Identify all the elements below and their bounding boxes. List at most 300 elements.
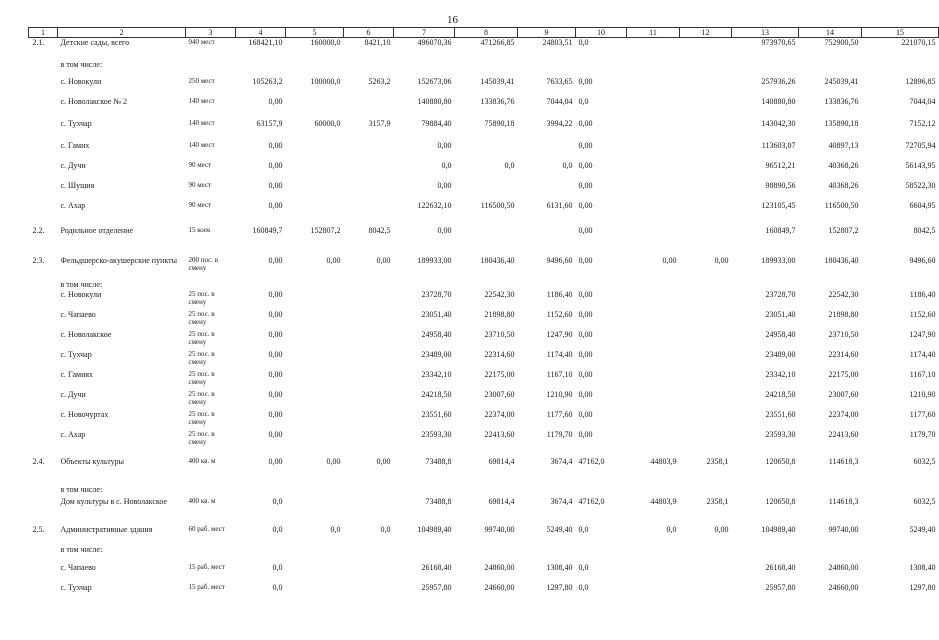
table-cell: 120650,8 (765, 496, 796, 506)
table-cell: 0,00 (437, 180, 452, 190)
table-cell (344, 370, 394, 390)
table-row (29, 38, 939, 60)
table-cell (394, 280, 455, 290)
table-cell: 3674,4 (550, 456, 573, 466)
row-label-cell: с. Тухчар (60, 582, 92, 592)
table-cell (627, 350, 680, 370)
table-cell (576, 60, 627, 77)
table-cell (680, 350, 732, 370)
table-cell: 96512,21 (765, 160, 796, 170)
table-row (29, 370, 939, 390)
table-row (29, 390, 939, 410)
table-cell: 0,00 (326, 456, 341, 466)
table-cell (236, 485, 286, 497)
header-row (29, 28, 939, 38)
table-cell: 26168,40 (421, 562, 452, 572)
table-cell: 123105,45 (761, 200, 796, 210)
table-cell (286, 141, 344, 161)
table-cell: 5263,2 (368, 76, 391, 86)
capacity-cell: 25 пос. в смену (188, 389, 215, 406)
table-cell: 6032,5 (913, 496, 936, 506)
table-cell: 22542,30 (484, 289, 515, 299)
table-cell: 0,00 (268, 456, 283, 466)
table-cell: 72705,94 (905, 140, 936, 150)
table-cell: 21898,80 (828, 309, 859, 319)
table-cell: 0,00 (437, 225, 452, 235)
capacity-cell: 200 пос. в смену (188, 255, 219, 272)
table-cell: 0,00 (578, 118, 593, 128)
table-cell (286, 161, 344, 181)
table-cell: 257936,26 (761, 76, 796, 86)
table-cell (236, 545, 286, 563)
capacity-cell: 90 мест (188, 180, 212, 189)
table-cell (518, 485, 576, 497)
table-cell (680, 201, 732, 226)
table-row (29, 563, 939, 583)
table-cell: 180436,40 (480, 255, 515, 265)
table-cell: 69814,4 (488, 496, 515, 506)
table-cell: 23710,50 (828, 329, 859, 339)
table-cell: 0,00 (578, 180, 593, 190)
table-cell: 0,00 (578, 140, 593, 150)
table-cell (627, 485, 680, 497)
table-cell (286, 583, 344, 605)
table-cell (627, 226, 680, 256)
table-cell: 23551,60 (765, 409, 796, 419)
table-cell: 6604,95 (909, 200, 936, 210)
table-cell (680, 38, 732, 60)
table-cell (627, 201, 680, 226)
table-cell: 1308,40 (546, 562, 573, 572)
table-cell: 0,00 (578, 289, 593, 299)
table-cell: 1186,40 (909, 289, 936, 299)
table-cell: 22374,00 (828, 409, 859, 419)
table-cell: 23051,40 (421, 309, 452, 319)
table-cell: 22374,00 (484, 409, 515, 419)
table-cell: 180436,40 (824, 255, 859, 265)
column-header: 1 (29, 28, 58, 38)
table-row (29, 201, 939, 226)
column-header: 13 (732, 28, 799, 38)
table-cell (344, 181, 394, 201)
column-header: 6 (344, 28, 394, 38)
table-cell (680, 290, 732, 310)
table-row (29, 330, 939, 350)
capacity-cell (186, 485, 236, 497)
row-number-cell (29, 181, 58, 201)
table-cell (627, 330, 680, 350)
table-row (29, 457, 939, 485)
capacity-cell: 90 мест (188, 160, 212, 169)
table-row (29, 119, 939, 141)
table-cell: 0,00 (376, 255, 391, 265)
table-row (29, 290, 939, 310)
table-cell (455, 181, 518, 201)
table-cell: 23593,30 (765, 429, 796, 439)
table-cell: 7044,04 (909, 96, 936, 106)
table-cell: 140880,80 (417, 96, 452, 106)
table-row (29, 256, 939, 280)
table-cell (627, 97, 680, 119)
table-cell (680, 563, 732, 583)
table-cell (627, 280, 680, 290)
row-number-cell (29, 583, 58, 605)
table-cell: 1174,40 (546, 349, 573, 359)
table-cell: 8042,5 (368, 225, 391, 235)
table-cell: 100000,0 (310, 76, 341, 86)
capacity-cell: 25 пос. в смену (188, 329, 215, 346)
capacity-cell (186, 280, 236, 290)
table-cell (518, 226, 576, 256)
table-cell: 21898,80 (484, 309, 515, 319)
row-number-cell (29, 290, 58, 310)
table-cell: 56143,95 (905, 160, 936, 170)
table-cell: 0,00 (268, 140, 283, 150)
table-cell (680, 181, 732, 201)
table-cell (680, 60, 732, 77)
table-cell: 140880,80 (761, 96, 796, 106)
table-cell: 6032,5 (913, 456, 936, 466)
table-cell (344, 280, 394, 290)
table-cell: 752900,50 (824, 38, 859, 47)
table-cell (518, 181, 576, 201)
table-cell: 0,0 (272, 524, 283, 534)
table-cell: 0,00 (268, 349, 283, 359)
table-cell (344, 60, 394, 77)
table-cell (286, 350, 344, 370)
table-cell: 0,00 (268, 180, 283, 190)
table-cell (680, 390, 732, 410)
table-row (29, 280, 939, 290)
table-cell: 104989,40 (417, 524, 452, 534)
table-cell: 0,0 (666, 524, 677, 534)
capacity-cell: 25 пос. в смену (188, 309, 215, 326)
table-cell: 25957,80 (421, 582, 452, 592)
capacity-cell: 140 мест (188, 140, 215, 149)
table-cell: 1186,40 (546, 289, 573, 299)
table-cell: 1308,40 (909, 562, 936, 572)
row-label-cell: с. Ахар (60, 429, 86, 439)
table-cell: 1167,10 (909, 369, 936, 379)
table-cell: 22413,60 (484, 429, 515, 439)
table-cell (799, 280, 862, 290)
row-label-cell: в том числе: (60, 59, 103, 69)
table-cell: 168421,10 (248, 38, 283, 47)
table-cell: 23728,70 (421, 289, 452, 299)
table-cell: 0,0 (330, 524, 341, 534)
table-cell: 0,0 (441, 160, 452, 170)
capacity-cell (186, 545, 236, 563)
table-cell: 113603,07 (761, 140, 796, 150)
table-cell (344, 310, 394, 330)
table-cell: 8042,5 (913, 225, 936, 235)
table-cell (627, 77, 680, 97)
capacity-cell: 140 мест (188, 118, 215, 127)
table-cell: 105263,2 (252, 76, 283, 86)
table-cell (286, 280, 344, 290)
row-number-cell (29, 370, 58, 390)
table-cell: 0,0 (272, 582, 283, 592)
table-cell (680, 77, 732, 97)
table-cell: 0,0 (578, 38, 589, 47)
row-number-cell (29, 141, 58, 161)
table-cell (344, 330, 394, 350)
row-number-cell (29, 97, 58, 119)
table-cell: 25957,80 (765, 582, 796, 592)
table-cell (799, 545, 862, 563)
table-cell: 0,00 (714, 524, 729, 534)
table-cell (680, 97, 732, 119)
table-cell (732, 280, 799, 290)
table-cell: 22175,00 (828, 369, 859, 379)
table-cell (455, 141, 518, 161)
table-cell: 1247,90 (546, 329, 573, 339)
table-cell (627, 141, 680, 161)
table-cell (627, 290, 680, 310)
table-cell (518, 280, 576, 290)
table-row (29, 545, 939, 563)
table-cell (286, 310, 344, 330)
table-cell (344, 201, 394, 226)
table-cell: 44803,9 (650, 496, 677, 506)
table-cell: 3157,9 (368, 118, 391, 128)
table-cell (680, 280, 732, 290)
table-cell (799, 60, 862, 77)
row-label-cell: с. Шушия (60, 180, 95, 190)
table-row (29, 141, 939, 161)
row-number-cell (29, 310, 58, 330)
table-cell: 5249,40 (909, 524, 936, 534)
table-cell: 152807,2 (310, 225, 341, 235)
table-cell (344, 161, 394, 181)
table-cell (627, 119, 680, 141)
table-cell: 0,00 (268, 160, 283, 170)
table-cell: 40897,13 (828, 140, 859, 150)
table-cell: 12896,85 (905, 76, 936, 86)
column-header: 2 (58, 28, 186, 38)
table-cell (680, 583, 732, 605)
table-cell (455, 226, 518, 256)
table-cell: 0,00 (268, 429, 283, 439)
table-cell (394, 60, 455, 77)
row-label-cell: Фельдшерско-акушерские пункты (60, 255, 178, 265)
row-label-cell: с. Гамиях (60, 369, 94, 379)
row-label-cell: в том числе: (60, 544, 103, 554)
row-label-cell: Дом культуры в с. Новолакское (60, 496, 168, 506)
table-cell: 104989,40 (761, 524, 796, 534)
table-cell (862, 60, 939, 77)
table-cell: 0,00 (578, 389, 593, 399)
table-cell: 22542,30 (828, 289, 859, 299)
table-cell (627, 583, 680, 605)
row-number-cell (29, 77, 58, 97)
table-cell: 0,0 (578, 96, 589, 106)
table-cell: 22314,60 (484, 349, 515, 359)
table-cell (518, 545, 576, 563)
table-cell (627, 390, 680, 410)
row-number-cell (29, 563, 58, 583)
row-number-cell: 2.2. (32, 225, 45, 235)
table-cell (862, 545, 939, 563)
row-number-cell (29, 545, 58, 563)
table-cell: 471266,85 (480, 38, 515, 47)
row-label-cell: в том числе: (60, 279, 103, 289)
table-cell (344, 430, 394, 457)
table-cell: 122632,10 (417, 200, 452, 210)
table-cell: 160849,7 (765, 225, 796, 235)
row-number-cell: 2.3. (32, 255, 45, 265)
table-cell: 24660,00 (828, 582, 859, 592)
table-cell: 47162,0 (578, 496, 605, 506)
table-cell (627, 563, 680, 583)
table-row (29, 350, 939, 370)
table-cell: 24860,00 (828, 562, 859, 572)
table-cell: 9496,60 (909, 255, 936, 265)
table-row (29, 497, 939, 525)
table-row (29, 310, 939, 330)
table-row (29, 77, 939, 97)
table-cell (680, 370, 732, 390)
table-cell: 24218,50 (421, 389, 452, 399)
table-cell (680, 430, 732, 457)
capacity-cell: 25 пос. в смену (188, 289, 215, 306)
row-number-cell (29, 410, 58, 430)
table-cell (862, 485, 939, 497)
table-cell: 1167,10 (546, 369, 573, 379)
table-cell: 47162,0 (578, 456, 605, 466)
table-cell: 99740,00 (828, 524, 859, 534)
row-label-cell: с. Гамих (60, 140, 90, 150)
table-cell: 23551,60 (421, 409, 452, 419)
table-cell: 22314,60 (828, 349, 859, 359)
row-number-cell (29, 161, 58, 181)
table-cell: 5249,40 (546, 524, 573, 534)
table-cell: 22413,60 (828, 429, 859, 439)
table-cell (732, 485, 799, 497)
table-cell (286, 545, 344, 563)
capacity-cell: 25 пос. в смену (188, 369, 215, 386)
table-cell: 189933,00 (761, 255, 796, 265)
table-cell (680, 330, 732, 350)
table-cell: 23489,00 (421, 349, 452, 359)
table-cell (286, 330, 344, 350)
table-cell: 63157,9 (256, 118, 283, 128)
table-cell (732, 60, 799, 77)
table-cell: 0,0 (578, 524, 589, 534)
row-label-cell: с. Новокули (60, 76, 102, 86)
table-cell: 0,00 (578, 200, 593, 210)
table-cell: 0,00 (578, 255, 593, 265)
table-cell: 22175,00 (484, 369, 515, 379)
capacity-cell: 15 раб. мест (188, 582, 225, 591)
row-number-cell (29, 350, 58, 370)
table-cell (286, 390, 344, 410)
row-label-cell: Родильное отделение (60, 225, 134, 235)
table-cell: 69814,4 (488, 456, 515, 466)
table-cell (799, 485, 862, 497)
table-cell: 135890,18 (824, 118, 859, 128)
row-number-cell: 2.5. (32, 524, 45, 534)
table-cell: 73488,8 (425, 496, 452, 506)
row-label-cell: с. Дучи (60, 160, 86, 170)
table-cell (286, 370, 344, 390)
table-cell: 0,0 (380, 524, 391, 534)
table-cell: 160849,7 (252, 225, 283, 235)
column-header: 15 (862, 28, 939, 38)
table-cell: 0,0 (562, 160, 573, 170)
table-cell: 2358,1 (706, 456, 729, 466)
capacity-cell: 15 раб. мест (188, 562, 225, 571)
capacity-cell: 140 мест (188, 96, 215, 105)
column-header: 12 (680, 28, 732, 38)
column-header: 7 (394, 28, 455, 38)
table-cell: 23342,10 (421, 369, 452, 379)
table-cell: 133836,76 (480, 96, 515, 106)
table-cell: 133836,76 (824, 96, 859, 106)
table-cell: 24218,50 (765, 389, 796, 399)
table-cell: 1297,80 (546, 582, 573, 592)
table-cell: 44803,9 (650, 456, 677, 466)
page-number: 16 (447, 14, 458, 26)
table-cell: 0,00 (578, 429, 593, 439)
table-cell (344, 141, 394, 161)
table-cell (286, 410, 344, 430)
table-cell: 0,00 (268, 200, 283, 210)
table-cell (680, 545, 732, 563)
column-header: 8 (455, 28, 518, 38)
table-cell: 0,00 (578, 369, 593, 379)
column-header: 5 (286, 28, 344, 38)
table-cell: 23051,40 (765, 309, 796, 319)
table-cell: 1210,90 (909, 389, 936, 399)
table-cell (627, 370, 680, 390)
row-label-cell: с. Тухчар (60, 349, 92, 359)
column-header: 3 (186, 28, 236, 38)
table-cell: 23007,60 (484, 389, 515, 399)
column-header: 4 (236, 28, 286, 38)
table-cell (344, 350, 394, 370)
table-cell (344, 290, 394, 310)
table-cell: 98890,56 (765, 180, 796, 190)
table-cell: 114618,3 (828, 496, 859, 506)
row-number-cell: 2.4. (32, 456, 45, 466)
table-cell: 160000,0 (310, 38, 341, 47)
table-cell: 116500,50 (824, 200, 859, 210)
data-table (28, 27, 939, 605)
table-cell: 0,00 (268, 96, 283, 106)
table-cell: 114618,3 (828, 456, 859, 466)
table-cell: 1177,60 (546, 409, 573, 419)
table-cell (344, 497, 394, 525)
table-cell: 60000,0 (314, 118, 341, 128)
row-label-cell: Административные здания (60, 524, 153, 534)
capacity-cell: 25 пос. в смену (188, 409, 215, 426)
table-cell: 24803,51 (542, 38, 573, 47)
table-row (29, 97, 939, 119)
capacity-cell: 60 раб. мест (188, 524, 225, 533)
table-cell (394, 545, 455, 563)
row-label-cell: с. Новолакское № 2 (60, 96, 127, 106)
table-cell: 75890,18 (484, 118, 515, 128)
table-cell (627, 310, 680, 330)
table-cell: 23007,60 (828, 389, 859, 399)
table-row (29, 485, 939, 497)
column-header: 9 (518, 28, 576, 38)
table-cell (627, 38, 680, 60)
table-cell: 26168,40 (765, 562, 796, 572)
table-cell: 116500,50 (480, 200, 515, 210)
table-cell (236, 60, 286, 77)
